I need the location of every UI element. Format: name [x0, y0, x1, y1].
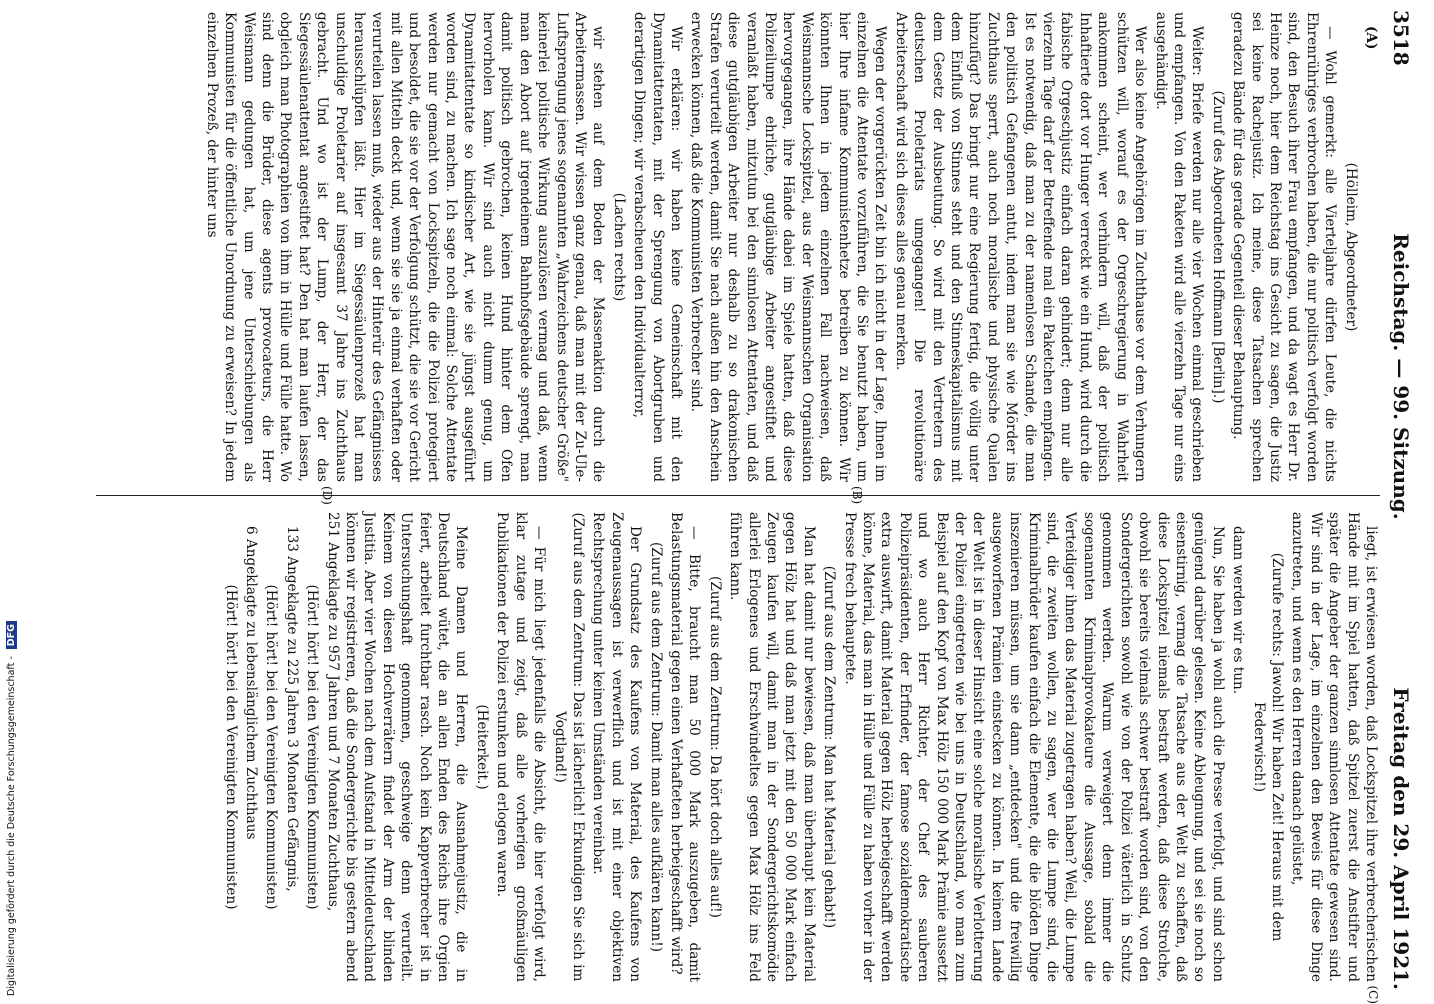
interjection: (Hört! hört! bei den Vereinigten Kommunisten)	[263, 584, 280, 910]
paragraph: Meine Damen und Herren, die Ausnahmejustiz, die in Deutschland wütet, die an allen Enden des Reichs ihre Orgien feiert, arbeitet furchtbar rasch. Noch kein Kappverbrecher ist in Untersuchungshaft genommen, geschweige denn verurteilt. Keinem von diesen Hochverrätern findet der Arm der blinden Justitia. Aber vier Wochen nach dem Aufstand in Mitteldeutschland können wir registrieren, daß die Sondergerichte bis gestern abend 251 Angeklagte zu 957 Jahren und 7 Monaten Zuchthaus,	[324, 512, 470, 982]
interjection: (Hört! hört! bei den Vereinigten Kommunisten)	[304, 584, 321, 910]
paragraph: Man hat damit nur bewiesen, daß man überhaupt kein Material gegen Hölz hat und daß man jetzt mit den 50 000 Mark einfach Zeugen kaufen will, damit man in der Sondergerichtskomödie allerlei Erlogenes und Erschwindeltes gegen Max Hölz ins Feld führen kann.	[727, 512, 817, 982]
paragraph: — Bitte, braucht man 50 000 Mark auszugeben, damit Belastungsmaterial gegen einen Verhafteten herbeigeschafft wird?	[667, 512, 703, 982]
interjection: (Lachen rechts)	[610, 192, 627, 302]
paragraph: liegt, ist erwiesen worden, daß Lockspitzel ihre verbrecherischen Hände mit im Spiel hatten, daß Spitzel zuerst die Anstifter und später die Angeber der ganzen sinnlosen Attentate gewesen sind. Wir sind in der Lage, im einzelnen den Beweis für diese Dinge anzutreten, und wenn es den Herren danach gelüstet,	[1289, 512, 1379, 982]
paragraph: — Für mich liegt jedenfalls die Absicht, die hier verfolgt wird, klar zutage und zeigt, daß alle vorherigen großmäuligen Publikationen der Polizei erstunken und erlogen waren.	[494, 512, 548, 982]
interjection: (Zuruf des Abgeordneten Hoffmann [Berlin].)	[1209, 90, 1226, 404]
interjection: (Zuruf aus dem Zentrum: Da hört doch alles auf!)	[706, 576, 723, 918]
interjection: (Zuruf aus dem Zentrum: Man hat Material gehabt!)	[821, 565, 838, 929]
page-header	[1386, 10, 1416, 990]
paragraph: 133 Angeklagte zu 225 Jahren 3 Monaten Gefängnis,	[283, 526, 300, 892]
paragraph: — Wohl gemerkt: alle Vierteljahre dürfen Leute, die nichts Ehrenrühriges verbrochen haben, die nur politisch verfolgt worden sind, den Besuch ihrer Frau empfangen, und da wagt es Herr Dr. Heinze noch, hier dem Reichstag ins Gesicht zu sagen, die Justiz sei keine Rachejustiz. Ich meine, diese Tatsachen sprechen geradezu Bände für das gerade Gegenteil dieser Behauptung.	[1230, 12, 1339, 482]
paragraph: Nun, Sie haben ja wohl auch die Presse verfolgt, und sind schon genügend darüber gelesen. Keine Ableugnung, und sei sie noch so eisenstirnig, vermag die Tatsache aus der Welt zu schaffen, daß diese Lockspitzel niemals bestraft werden, daß diese Strolche, obwohl sie bereits vielmals schwer bestraft worden sind, von den Sondergerichten sowohl wie von der Polizei väterlich in Schutz genommen werden. Warum verweigert denn immer die sogenannten Kriminalprovokateure die Aussage, sobald die Verteidiger ihnen das Material zugetragen haben? Weil, die Lumpe sind, die zweiten wollen, zu sagen, wer die Lumpe sind, die Kriminalbrüder kaufen einfach die Elemente, die die blöden Dinge inszenieren müssen, um sie dann „entdecken" und die freiwillig ausgeworfenen Prämien einstecken zu können. In keinem Lande der Welt ist in dieser Hinsicht eine solche moralische Verlotterung der Polizei eingetreten wie bei uns in Deutschland, wo man zum Beispiel auf den Kopf von Max Hölz 150 000 Mark Prämie aussetzt und wo auch Herr Richter, der Chef des sauberen Polizeipräsidenten, der Erfinder, der famose sozialdemokratische extra auswirft, damit Material gegen Hölz herbeigeschafft werden könne, Material, das man in Hülle und Fülle zu haben vorher in der Presse frech behauptete.	[841, 512, 1226, 982]
footer-text: Digitalisierung gefördert durch die Deutsche Forschungsgemeinschaft -	[6, 656, 17, 996]
interjection: (Heiterkeit.)	[473, 704, 490, 790]
paragraph: dann werden wir es tun.	[1230, 526, 1247, 695]
paragraph: Weiter: Briefe werden nur alle vier Wochen einmal geschrieben und empfangen. Von den Paketen wird alle vierzehn Tage nur eins ausgehändigt.	[1152, 12, 1206, 482]
page-date: Freitag den 29. April 1921.	[1389, 687, 1413, 990]
newspaper-page	[84, 0, 1424, 1004]
column-divider	[96, 495, 1380, 496]
section-marker: (A)	[1363, 26, 1379, 50]
paragraph: Wir erklären: wir haben keine Gemeinschaft mit den Dynamitattentaten, mit der Sprengung von Abortgruben und derartigen Dingen; wir verabscheuen den Individualterror,	[631, 12, 684, 482]
interjection: (Zurufe rechts: Jawohl! Wir haben Zeit! Heraus mit dem Federwisch!)	[1250, 552, 1285, 942]
interjection: (Hölleim, Abgeordneter)	[1342, 162, 1359, 332]
left-column	[94, 12, 1380, 482]
page-title: Reichstag. — 99. Sitzung.	[1389, 233, 1413, 520]
paragraph: Der Grundsatz des Kaufens von Material, des Kaufens von Zeugenaussagen ist verwerflich und ist mit einer objektiven Rechtsprechung unter keinen Umständen vereinbar.	[590, 512, 644, 982]
dfg-logo: DFG	[6, 621, 17, 649]
margin-label-b: (B)	[850, 486, 864, 505]
margin-label-c: (C)	[1366, 985, 1380, 1004]
interjection: (Hört! hört! bei den Vereinigten Kommunisten)	[222, 584, 239, 910]
interjection: (Zuruf aus dem Zentrum: Das ist lächerlich! Erkundigen Sie sich im Vogtland!)	[551, 512, 586, 982]
margin-label-d: (D)	[320, 486, 334, 505]
paragraph: wir stehen auf dem Boden der Massenaktion durch die Arbeitermassen. Wir wissen ganz genau, daß man mit der Zu-Ule-Luftsprengung jenes sogenannten „Wahrzeichens deutscher Größe" keinerlei politische Wirkung auszulösen vermag und daß, wenn man den Abort auf irgendeinem Bahnhofsgebäude sprengt, man damit politisch gebrochen, keinen Hund hinter dem Ofen hervorholen kann. Wir sind auch nicht dumm genug, um Dynamitattentate so kindischer Art, wie sie jüngst ausgeführt worden sind, zu machen. Ich sage noch einmal: Solche Attentate werden nur gemacht von Lockspitzeln, die die Polizei protegiert und besoldet, die sie vor der Verfolgung schützt, die sie vor Gericht mit allen Mitteln deckt und, wenn sie sie ja einmal verhaften oder verurteilen lassen muß, wieder aus der Hinterür des Gefängnisses herausschlüpfen läßt. Hier im Siegessäulenprozeß hat man unschuldige Proletarier auf insgesamt 37 Jahre ins Zuchthaus gebracht. Und wo ist der Lump, der Herr, der das Siegessäulenattentat angestiftet hat? Den hat man laufen lassen, obgleich man Photographien von ihm in Hülle und Fülle hatte. Wo sind denn die Brüder, diese agents provocateurs, die Herr Weismann gedungen hat, um jene Unterschiebungen als Kommunisten für die öffentliche Unordnung zu erweisen? In jedem einzelnen Prozeß, der hinter uns	[203, 12, 607, 482]
page-number: 3518	[1389, 10, 1413, 66]
paragraph: Wegen der vorgerückten Zeit bin ich nicht in der Lage, Ihnen im einzelnen die Attentate vorzuführen, die Sie benutzt haben, um hier Ihre infame Kommunistenhetze betreiben zu können. Wir könnten Ihnen in jedem einzelnen Fall nachweisen, daß Weismannsche Lockspitzel, aus der Weismannschen Organisation hervorgegangen, ihre Hände dabei im Spiele hatten, daß diese Polizeilumpe ehrliche, gutgläubige Arbeiter angestiftet und veranlaßt haben, mitzutun bei den sinnlosen Attentaten, und daß diese gutgläubigen Arbeiter nur deshalb zu so drakonischen Strafen verurteilt werden, damit Sie nach außen hin den Anschein erwecken können, daß die Kommunisten Verbrecher sind.	[688, 12, 889, 482]
paragraph: Wer also keine Angehörigen im Zuchthause vor dem Verhungern schützen will, worauf es der Orgeschregierung in Wahrheit ankommen scheint, wer verhindern will, daß der politisch Inhaftierte dort vor Hunger verreckt wie ein Hund, wird durch die fabische Orgeschjustiz einfach daran gehindert; denn nur alle vierzehn Tage darf der Betreffende mal ein Paketchen empfangen. Ist es notwendig, daß man zu der namenlosen Schande, die man den politisch Gefangenen antut, indem man sie wie Mörder ins Zuchthaus sperrt, auch noch moralische und physische Qualen hinzufügt? Das bringt nur eine Regierung fertig, die völlig unter dem Einfluß von Stinnes steht und den Stinneskapitalismus mit dem Gesetz der Ausbeutung. So wird mit den Vertretern des deutschen Proletariats umgegangen! Die revolutionäre Arbeiterschaft wird sich dieses alles genau merken.	[892, 12, 1149, 482]
paragraph: 6 Angeklagte zu lebenslänglichem Zuchthaus	[243, 526, 260, 840]
right-column	[94, 512, 1380, 982]
interjection: (Zuruf aus dem Zentrum: Damit man alles aufklären kann!)	[647, 541, 664, 953]
footer	[6, 0, 17, 996]
